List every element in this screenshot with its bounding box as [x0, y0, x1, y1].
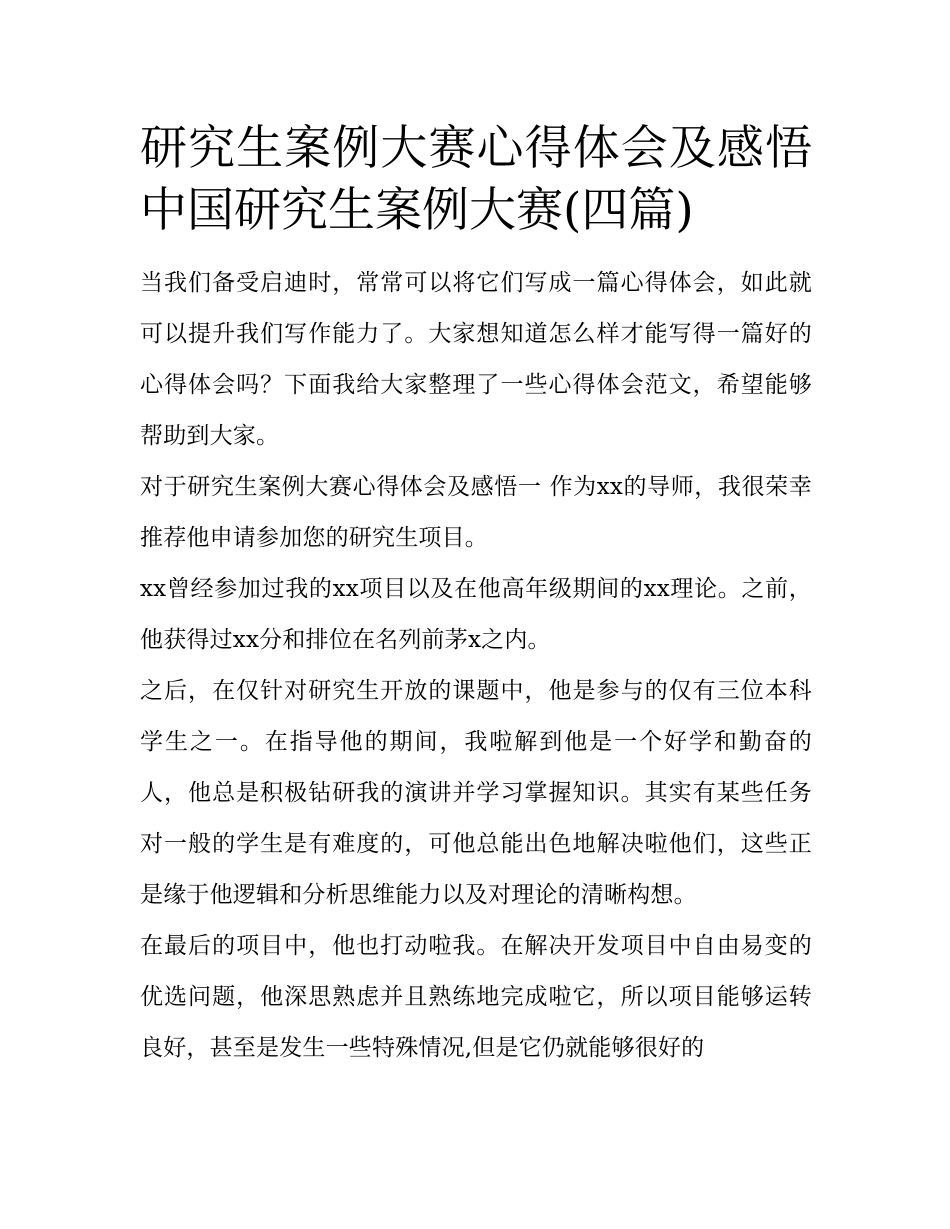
paragraph: 在最后的项目中，他也打动啦我。在解决开发项目中自由易变的优选问题，他深思熟虑并且熟练地完成啦它，所以项目能够运转良好，甚至是发生一些特殊情况,但是它仍就能够很好的	[140, 933, 812, 1061]
paragraph: 当我们备受启迪时，常常可以将它们写成一篇心得体会，如此就可以提升我们写作能力了。大家想知道怎么样才能写得一篇好的心得体会吗？下面我给大家整理了一些心得体会范文，希望能够帮助到大家。	[140, 270, 812, 449]
paragraph: 之后，在仅针对研究生开放的课题中，他是参与的仅有三位本科学生之一。在指导他的期间，我啦解到他是一个好学和勤奋的人，他总是积极钻研我的演讲并学习掌握知识。其实有某些任务对一般的学生是有难度的，可他总能出色地解决啦他们，这些正是缘于他逻辑和分析思维能力以及对理论的清晰构想。	[140, 678, 812, 908]
document-body	[140, 258, 812, 1074]
paragraph: 对于研究生案例大赛心得体会及感悟一 作为xx的导师，我很荣幸推荐他申请参加您的研究生项目。	[140, 474, 812, 551]
document-title: 研究生案例大赛心得体会及感悟 中国研究生案例大赛(四篇)	[140, 121, 812, 238]
document-page	[140, 118, 812, 1074]
paragraph: xx曾经参加过我的xx项目以及在他高年级期间的xx理论。之前，他获得过xx分和排位在名列前茅x之内。	[140, 576, 812, 653]
